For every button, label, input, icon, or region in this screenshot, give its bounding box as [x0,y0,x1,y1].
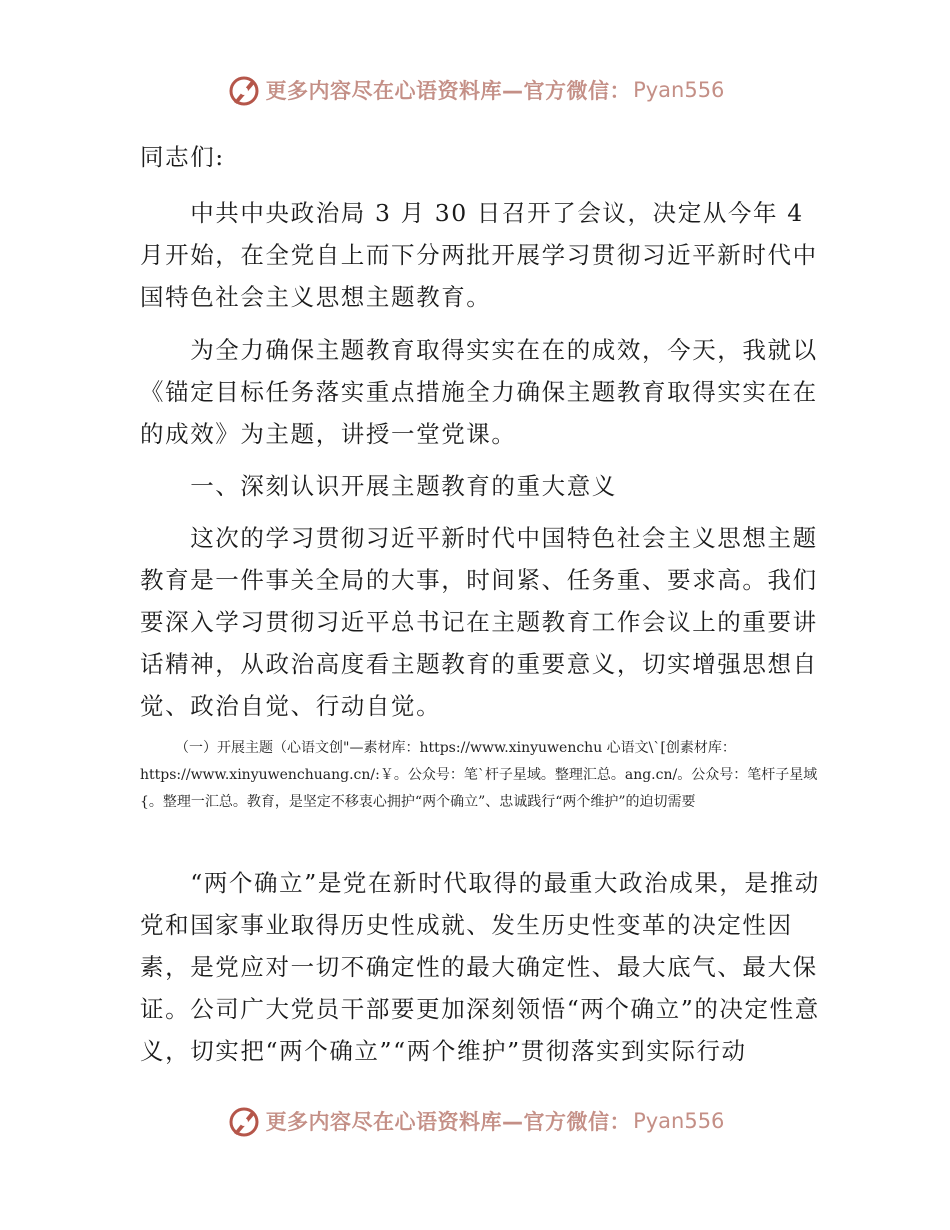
brand-logo-icon [226,72,262,108]
paragraph-3: 这次的学习贯彻习近平新时代中国特色社会主义思想主题教育是一件事关全局的大事，时间紧、任务重、要求高。我们要深入学习贯彻习近平总书记在主题教育工作会议上的重要讲话精神，从政治高度看主题教育的重要意义，切实增强思想自觉、政治自觉、行动自觉。 [140,524,818,720]
paragraph-4: “两个确立”是党在新时代取得的最重大政治成果，是推动党和国家事业取得历史性成就、发生历史性变革的决定性因素，是党应对一切不确定性的最大确定性、最大底气、最大保证。公司广大党员干部要更加深刻领悟“两个确立”的决定性意义，切实把“两个确立”“两个维护”贯彻落实到实际行动 [140,869,820,1065]
footer-banner-text: 更多内容尽在心语资料库—官方微信： [265,1110,632,1134]
footer-banner [0,1101,950,1141]
header-banner [0,70,950,110]
paragraph-2: 为全力确保主题教育取得实实在在的成效，今天，我就以《锚定目标任务落实重点措施全力确保主题教育取得实实在在的成效》为主题，讲授一堂党课。 [140,336,818,448]
paragraph-1: 中共中央政治局 3 月 30 日召开了会议，决定从今年 4 月开始，在全党自上而下分两批开展学习贯彻习近平新时代中国特色社会主义思想主题教育。 [140,199,818,311]
section-heading-1: 一、深刻认识开展主题教育的重大意义 [140,472,617,500]
subheading-1: （一）开展主题（心语文创"—素材库：https://www.xinyuwenchu 心语文\`[创素材库：https://www.xinyuwenchuang.cn/:￥。公众号：笔`杆子星域。整理汇总。ang.cn/。公众号：笔杆子星域{。整理一汇总。教育，是坚定不移衷心拥护“两个确立”、忠诚践行“两个维护”的迫切需要 [140,740,818,810]
header-wechat-id: Pyan556 [633,78,725,102]
header-banner-text: 更多内容尽在心语资料库—官方微信： [265,79,632,103]
brand-logo-icon [226,1103,262,1139]
footer-wechat-id: Pyan556 [633,1109,725,1133]
salutation: 同志们: [140,143,225,171]
